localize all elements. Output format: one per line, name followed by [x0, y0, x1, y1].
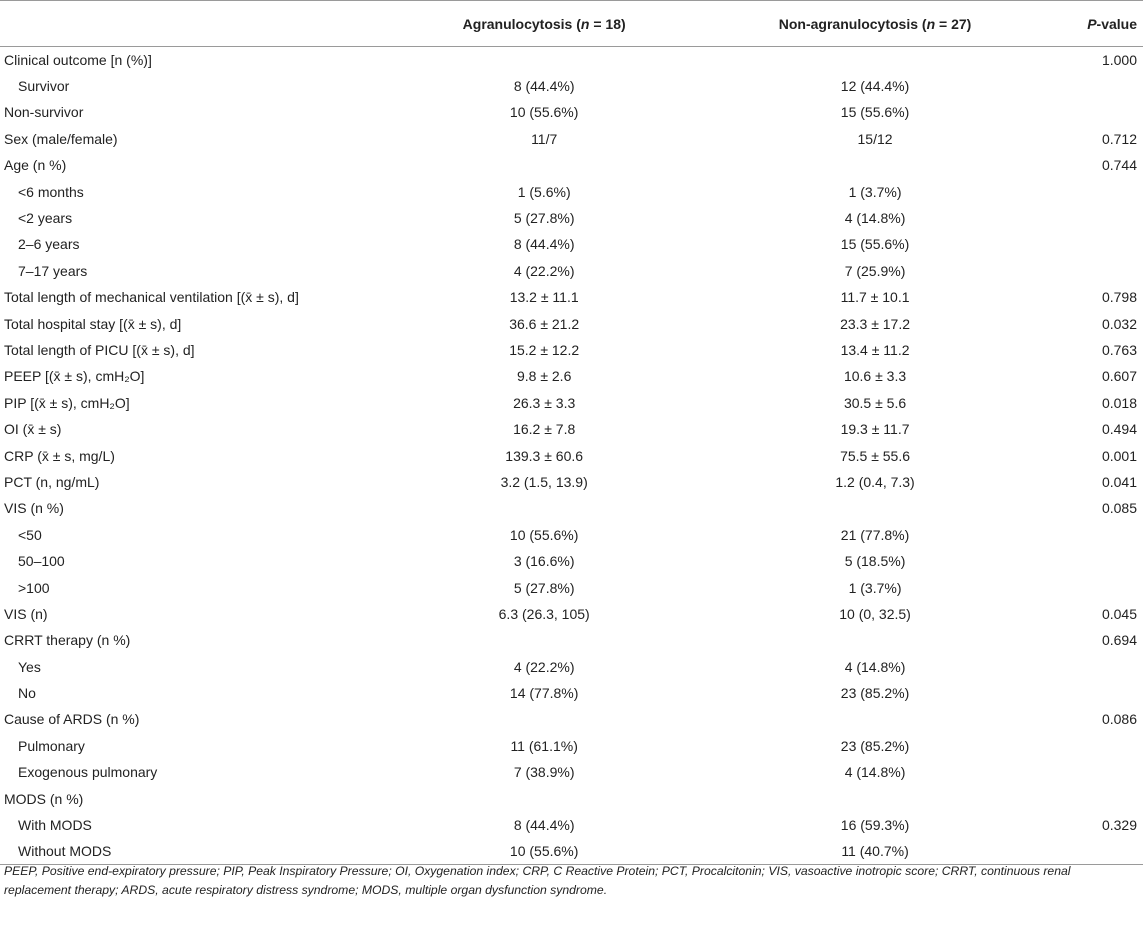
cell-agranulocytosis: 139.3 ± 60.6 [505, 447, 584, 464]
row-label: Non-survivor [4, 104, 84, 121]
cell-non-agranulocytosis: 11 (40.7%) [699, 838, 1051, 864]
cell-non-agranulocytosis: 1.2 (0.4, 7.3) [835, 473, 915, 490]
table-row [0, 258, 1143, 284]
cell-agranulocytosis: 5 (27.8%) [513, 579, 575, 596]
cell-p-value: 0.798 [1101, 289, 1137, 306]
row-label: Exogenous pulmonary [18, 764, 158, 781]
row-label: Age (n %) [4, 157, 67, 174]
cell-p-value [1051, 258, 1143, 284]
row-label: <2 years [18, 210, 73, 227]
cell-p-value: 0.041 [1101, 473, 1137, 490]
row-label: VIS (n) [4, 605, 48, 622]
cell-agranulocytosis: 3.2 (1.5, 13.9) [500, 473, 588, 490]
cell-p-value [1051, 231, 1143, 257]
header-non-agranulocytosis: Non-agranulocytosis (n = 27) [699, 1, 1051, 47]
table-row [0, 205, 1143, 231]
cell-p-value [1051, 838, 1143, 864]
cell-agranulocytosis [389, 706, 699, 732]
cell-p-value: 0.607 [1101, 368, 1137, 385]
table-row [0, 574, 1143, 600]
cell-non-agranulocytosis: 10 (0, 32.5) [839, 605, 911, 622]
cell-p-value [1051, 205, 1143, 231]
cell-p-value [1051, 178, 1143, 204]
table-row [0, 363, 1143, 389]
cell-p-value [1051, 73, 1143, 99]
cell-agranulocytosis [389, 47, 699, 73]
cell-agranulocytosis: 4 (22.2%) [513, 262, 575, 279]
cell-p-value: 0.763 [1101, 341, 1137, 358]
cell-p-value: 0.085 [1101, 500, 1137, 517]
table-row [0, 284, 1143, 310]
cell-non-agranulocytosis [699, 495, 1051, 521]
row-label: PCT (n, ng/mL) [4, 473, 100, 490]
cell-p-value [1051, 653, 1143, 679]
cell-agranulocytosis: 11 (61.1%) [510, 737, 578, 754]
cell-non-agranulocytosis [699, 785, 1051, 811]
cell-non-agranulocytosis [699, 152, 1051, 178]
table-row [0, 653, 1143, 679]
header-p-value: P-value [1051, 1, 1143, 47]
cell-non-agranulocytosis: 30.5 ± 5.6 [843, 394, 907, 411]
cell-p-value: 0.018 [1101, 394, 1137, 411]
cell-p-value: 0.694 [1101, 632, 1137, 649]
cell-non-agranulocytosis: 7 (25.9%) [844, 262, 906, 279]
row-label: Cause of ARDS (n %) [4, 711, 140, 728]
cell-non-agranulocytosis: 4 (14.8%) [844, 210, 906, 227]
row-label: PEEP [(x̄ ± s), cmH₂O] [4, 368, 145, 385]
table-row [0, 627, 1143, 653]
cell-agranulocytosis: 8 (44.4%) [513, 78, 575, 95]
cell-p-value [1051, 522, 1143, 548]
table-row [0, 812, 1143, 838]
cell-agranulocytosis: 8 (44.4%) [513, 236, 575, 253]
table-row [0, 680, 1143, 706]
table-row [0, 785, 1143, 811]
cell-non-agranulocytosis: 1 (3.7%) [848, 579, 902, 596]
row-label: 7–17 years [18, 262, 88, 279]
cell-p-value: 0.001 [1101, 447, 1137, 464]
cell-non-agranulocytosis: 15/12 [857, 130, 893, 147]
cell-non-agranulocytosis: 16 (59.3%) [840, 817, 910, 834]
cell-agranulocytosis: 16.2 ± 7.8 [513, 421, 576, 438]
row-label: Total length of mechanical ventilation [(x̄ ± s), d] [4, 289, 299, 306]
table-body [0, 47, 1143, 865]
table-row [0, 152, 1143, 178]
cell-p-value [1051, 785, 1143, 811]
table-row [0, 416, 1143, 442]
row-label: No [18, 685, 36, 702]
cell-non-agranulocytosis: 19.3 ± 11.7 [840, 421, 910, 438]
cell-agranulocytosis: 10 (55.6%) [509, 526, 579, 543]
cell-p-value [1051, 680, 1143, 706]
cell-agranulocytosis [389, 152, 699, 178]
row-label: Yes [18, 658, 41, 675]
cell-p-value [1051, 733, 1143, 759]
table-row [0, 838, 1143, 864]
row-label: Total hospital stay [(x̄ ± s), d] [4, 315, 182, 332]
row-label: Survivor [18, 78, 70, 95]
cell-agranulocytosis: 5 (27.8%) [513, 210, 575, 227]
cell-agranulocytosis [389, 495, 699, 521]
cell-non-agranulocytosis: 10.6 ± 3.3 [843, 368, 907, 385]
row-label: <50 [18, 526, 42, 543]
header-agranulocytosis: Agranulocytosis (n = 18) [389, 1, 699, 47]
cell-non-agranulocytosis: 4 (14.8%) [844, 658, 906, 675]
cell-agranulocytosis: 10 (55.6%) [509, 104, 579, 121]
row-label: VIS (n %) [4, 500, 64, 517]
cell-p-value: 0.329 [1101, 817, 1137, 834]
cell-p-value [1051, 548, 1143, 574]
table-row [0, 469, 1143, 495]
cell-agranulocytosis: 14 (77.8%) [509, 685, 579, 702]
row-label: Pulmonary [18, 737, 85, 754]
row-label: MODS (n %) [4, 790, 84, 807]
table-row [0, 390, 1143, 416]
cell-non-agranulocytosis [699, 627, 1051, 653]
cell-agranulocytosis: 1 (5.6%) [517, 183, 571, 200]
table-row [0, 442, 1143, 468]
cell-agranulocytosis: 8 (44.4%) [513, 817, 575, 834]
cell-agranulocytosis: 10 (55.6%) [389, 838, 699, 864]
cell-non-agranulocytosis: 15 (55.6%) [840, 104, 910, 121]
cell-agranulocytosis: 26.3 ± 3.3 [513, 394, 576, 411]
row-label: >100 [18, 579, 50, 596]
row-label: Clinical outcome [n (%)] [4, 51, 152, 68]
cell-non-agranulocytosis: 23 (85.2%) [840, 685, 910, 702]
cell-non-agranulocytosis: 21 (77.8%) [840, 526, 910, 543]
row-label: CRP (x̄ ± s, mg/L) [4, 447, 115, 464]
table-row [0, 495, 1143, 521]
row-label: 2–6 years [18, 236, 80, 253]
row-label: 50–100 [18, 553, 65, 570]
table-row [0, 548, 1143, 574]
cell-p-value [1051, 759, 1143, 785]
cell-agranulocytosis: 13.2 ± 11.1 [509, 289, 579, 306]
table-row [0, 522, 1143, 548]
cell-agranulocytosis: 9.8 ± 2.6 [516, 368, 572, 385]
row-label: Total length of PICU [(x̄ ± s), d] [4, 341, 195, 358]
table-row [0, 706, 1143, 732]
table-row [0, 47, 1143, 73]
cell-p-value: 0.032 [1101, 315, 1137, 332]
cell-agranulocytosis: 3 (16.6%) [513, 553, 575, 570]
cell-p-value [1051, 99, 1143, 125]
row-label: With MODS [18, 817, 92, 834]
cell-agranulocytosis: 4 (22.2%) [513, 658, 575, 675]
table-footnote: PEEP, Positive end-expiratory pressure; PIP, Peak Inspiratory Pressure; OI, Oxygenation index; CRP, C Reactive Protein; PCT, Procalcitonin; VIS, vasoactive inotropic score; CRRT, continuous renal replacement therapy; ARDS, acute respiratory distress syndrome; MODS, multiple organ dysfunction syndrome. [4, 864, 1071, 897]
cell-non-agranulocytosis: 23.3 ± 17.2 [840, 315, 911, 332]
cell-non-agranulocytosis: 11.7 ± 10.1 [840, 289, 910, 306]
cell-agranulocytosis: 6.3 (26.3, 105) [498, 605, 590, 622]
cell-non-agranulocytosis: 12 (44.4%) [840, 78, 910, 95]
table-row [0, 759, 1143, 785]
table-row [0, 178, 1143, 204]
cell-agranulocytosis: 11/7 [531, 130, 558, 147]
header-variable [0, 1, 389, 47]
cell-non-agranulocytosis: 1 (3.7%) [848, 183, 902, 200]
cell-non-agranulocytosis [699, 47, 1051, 73]
cell-p-value: 1.000 [1101, 51, 1137, 68]
cell-non-agranulocytosis [699, 706, 1051, 732]
cell-p-value [1051, 574, 1143, 600]
cell-agranulocytosis [389, 627, 699, 653]
table-row [0, 73, 1143, 99]
table-row [0, 601, 1143, 627]
cell-non-agranulocytosis: 75.5 ± 55.6 [840, 447, 911, 464]
table-row [0, 231, 1143, 257]
cell-non-agranulocytosis: 13.4 ± 11.2 [840, 341, 910, 358]
table-row [0, 126, 1143, 152]
table-row [0, 99, 1143, 125]
row-label: Without MODS [0, 838, 389, 864]
cell-p-value: 0.045 [1101, 605, 1137, 622]
cell-agranulocytosis [389, 785, 699, 811]
row-label: CRRT therapy (n %) [4, 632, 131, 649]
cell-non-agranulocytosis: 15 (55.6%) [840, 236, 910, 253]
cell-agranulocytosis: 36.6 ± 21.2 [509, 315, 580, 332]
table-row [0, 310, 1143, 336]
cell-non-agranulocytosis: 5 (18.5%) [844, 553, 906, 570]
row-label: <6 months [18, 183, 84, 200]
cell-p-value: 0.494 [1101, 421, 1137, 438]
table-row [0, 337, 1143, 363]
cell-non-agranulocytosis: 23 (85.2%) [840, 737, 910, 754]
header-row [0, 1, 1143, 47]
row-label: Sex (male/female) [4, 130, 118, 147]
cell-p-value: 0.744 [1101, 157, 1137, 174]
row-label: OI (x̄ ± s) [4, 421, 62, 438]
table-row [0, 733, 1143, 759]
cell-agranulocytosis: 15.2 ± 12.2 [509, 341, 580, 358]
cell-p-value: 0.086 [1101, 711, 1137, 728]
cell-p-value: 0.712 [1101, 130, 1137, 147]
cell-non-agranulocytosis: 4 (14.8%) [844, 764, 906, 781]
cell-agranulocytosis: 7 (38.9%) [513, 764, 575, 781]
row-label: PIP [(x̄ ± s), cmH₂O] [4, 394, 130, 411]
